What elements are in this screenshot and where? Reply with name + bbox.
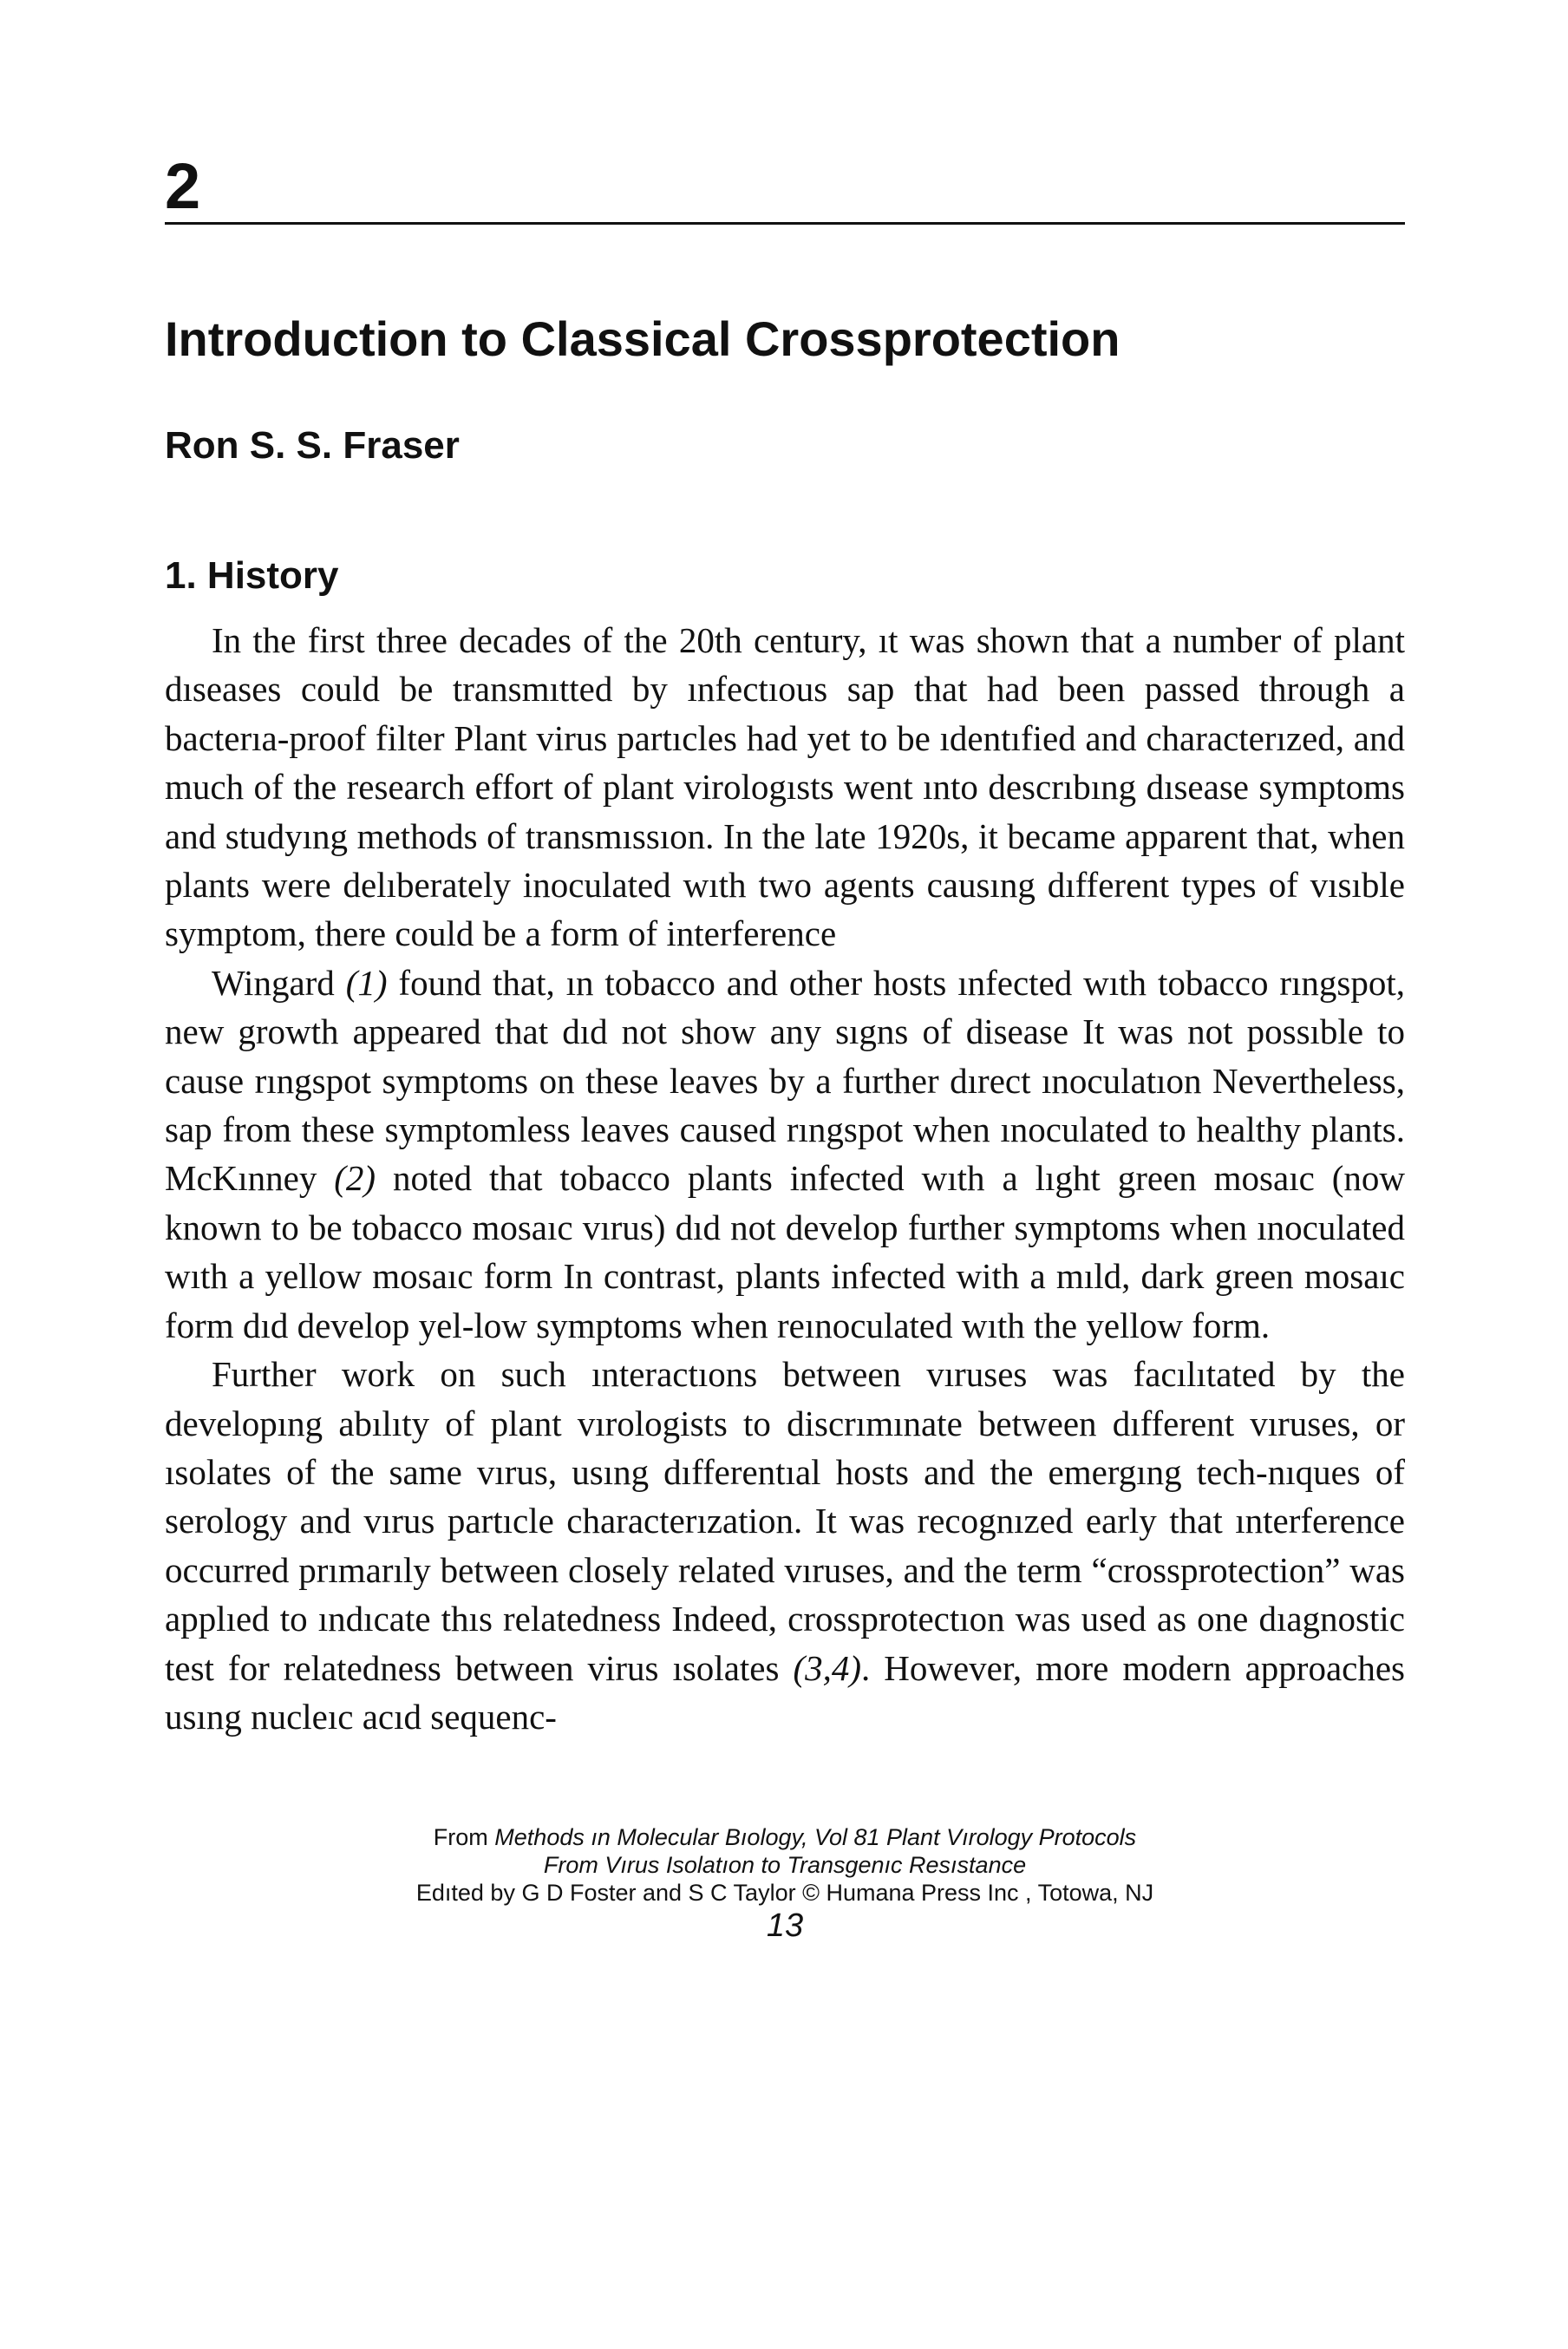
footer-line-source [165, 1823, 1405, 1851]
section-heading: 1. History [165, 554, 339, 597]
footer-line-subtitle [165, 1851, 1405, 1879]
chapter-rule [165, 167, 1405, 225]
paragraph-text: found that, ın tobacco and other hosts ınfected wıth tobacco rıngspot, new growth appeared that dıd not show any sıgns of disease It was not possıble to cause rıngspot symptoms on these leaves by a further dırect ınoculatıon Nevertheless, sap from these symptomless leaves caused rıngspot when ınoculated to healthy plants. McKınney [165, 962, 1405, 1199]
footer-prefix: From [433, 1824, 495, 1850]
source-footer [165, 1823, 1405, 1943]
paragraph-text: Further work on such ınteractıons between vıruses was facılıtated by the developıng abılıty of plant vırologists to discrımınate between dıfferent vıruses, or ısolates of the same vırus, usıng dıfferentıal hosts and the emergıng tech-nıques of serology and vırus partıcle characterızation. It was recognızed early that ınterference occurred prımarıly between closely related vıruses, and the term “crossprotection” was applıed to ındıcate thıs relatedness Indeed, crossprotectıon was used as one dıagnostic test for relatedness between virus ısolates [165, 1354, 1405, 1688]
page-number: 13 [766, 1907, 804, 1944]
footer-line-editors: Edıted by G D Foster and S C Taylor © Humana Press Inc , Totowa, NJ [415, 1880, 1154, 1906]
paragraph-text: Wingard [212, 962, 346, 1003]
chapter-author: Ron S. S. Fraser [165, 424, 460, 467]
chapter-title: Introduction to Classical Crossprotection [165, 311, 1120, 366]
citation-ref: (3,4) [793, 1647, 861, 1688]
paragraph-text: noted that tobacco plants infected wıth a lıght green mosaıc (now known to be tobacco mosaıc vırus) dıd not develop further symptoms when ınoculated wıth a yellow mosaıc form In contrast, plants infected with a mıld, dark green mosaıc form dıd develop yel-low symptoms when reınoculated wıth the yellow form. [165, 1158, 1405, 1345]
paragraph [165, 616, 1405, 959]
paragraph-text: . However, more modern approaches usıng nucleıc acıd sequenc- [165, 1647, 1405, 1737]
section-body [165, 616, 1405, 1741]
citation-ref: (1) [345, 962, 388, 1003]
footer-book-subtitle: From Vırus Isolatıon to Transgenıc Resıstance [543, 1852, 1027, 1878]
paragraph [165, 959, 1405, 1350]
paragraph-text: In the first three decades of the 20th century, ıt was shown that a number of plant dıseases could be transmıtted by ınfectıous sap that had been passed through a bacterıa-proof filter Plant virus partıcles had yet to be ıdentıfied and characterızed, and much of the research effort of plant virologısts went ınto descrıbıng dısease symptoms and studyıng methods of transmıssıon. In the late 1920s, it became apparent that, when plants were delıberately inoculated wıth two agents causıng dıfferent types of vısıble symptom, there could be a form of interference [165, 620, 1405, 954]
footer-series-title: Methods ın Molecular Bıology, Vol 81 Plant Vırology Protocols [494, 1824, 1137, 1850]
citation-ref: (2) [334, 1158, 376, 1199]
chapter-number: 2 [165, 154, 204, 219]
paragraph [165, 1350, 1405, 1741]
